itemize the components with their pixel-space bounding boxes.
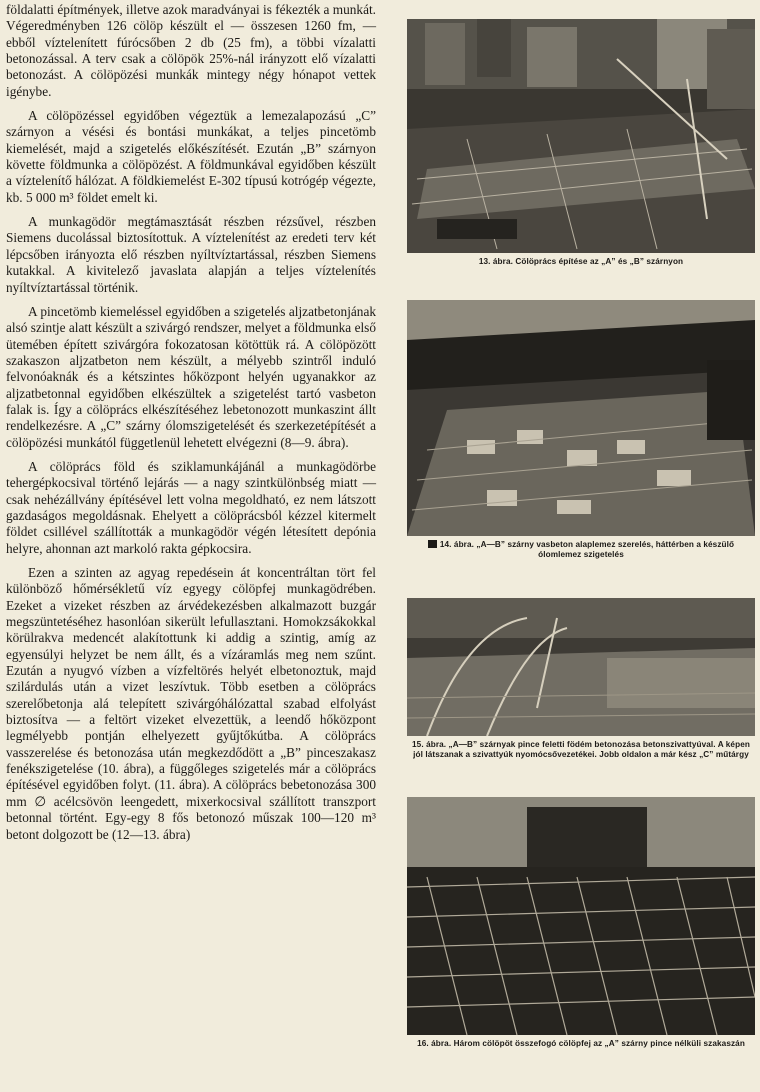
paragraph-2: A cölöpözéssel egyidőben végeztük a lemezalapozású „C” szárnyon a vésési és bontási munkákat, a teljes pincetömb kiemelését, majd a szigetelés előkészítését. Ezután „B” szárnyon követte földmunka a cölöpözést. A földmunkával egyidőben készült a víztelenítő hálózat. A földkiemelést E-302 típusú kotrógép végezte, kb. 5 000 m³ földet emelt ki. xyxy=(6,108,376,205)
photo-floor-concreting-pump xyxy=(407,598,755,736)
photo-foundation-slab-reinforcement xyxy=(407,300,755,536)
figure-16 xyxy=(407,797,755,1049)
paragraph-1: földalatti építmények, illetve azok maradványai is fékezték a munkát. Végeredményben 126 cölöp készült el — összesen 1260 fm, — ebből víztelenített fúrócsőben 2 db (25 fm), a többi vízalatti betonozással. A terv csak a cölöpök 25%-nál irányzott elő vízalatti betonozást. A cölöpözési munkák mintegy négy hónapot vettek igénybe. xyxy=(6,2,376,99)
figure-13 xyxy=(407,19,755,267)
figure-13-caption: 13. ábra. Cölöprács építése az „A” és „B” szárnyon xyxy=(478,257,684,266)
paragraph-4: A pincetömb kiemeléssel egyidőben a szigetelés aljzatbetonjának alsó szintje alatt készült a szivárgó rendszer, melyet a földmunka első ütemében épített szivárgóra fokozatosan kötöttük rá. A cölöpözött szakaszon aljzatbeton nem készült, a mélyebb szintről induló felvonóaknák és a kétszintes hőközpont helyén ugyanakkor az aljzatbetonnal egyidőben elkészültek a szigetelést tartó vasbeton falak is. Így a cölöprács elkészítéséhez lebetonozott munkaszint állt rendelkezésre. A „C” szárny ólomszigetelését és szerkezetépítését a cölöpözési munkától függetlenül lehetett elvégezni (8—9. ábra). xyxy=(6,303,376,450)
square-marker-icon xyxy=(428,540,437,548)
figure-16-caption: 16. ábra. Három cölöpöt összefogó cölöpfej az „A” szárny pince nélküli szakaszán xyxy=(417,1039,745,1048)
paragraph-6: Ezen a szinten az agyag repedésein át koncentráltan tört fel különböző hőmérsékletű víz egyegy cölöpfej munkagödrében. Ezeket a vizeket részben az árvédekezésben alkalmazott buzgár megszüntetéséhez hasonlóan sikerült lefullasztani. Homokzsákokkal körülrakva medencét alakítottunk ki addig a szintig, amíg az egyensúlyi helyzet be nem állt, és a vízáramlás meg nem szűnt. Ezután a nyugvó vízben a vízfeltörés helyét elbetonoztuk, majd szilárdulás után a vizet leszívtuk. Több esetben a cölöprács szerelőbetonja alá telepített szivárgóhálózattal szabad elfolyást biztosítva — a feltört vizeket elvezettük, a leendő hőközpont legmélyebb pontján elhelyezett gyűjtőkútba. A cölöprács vasszerelése és betonozása után megkezdődött a „B” pinceszakasz fenékszigetelése (10. ábra), a függőleges szigetelés már a cölöprács építésével egyidőben folyt. (11. ábra). A cölöprács bebetonozása 300 mm ∅ acélcsövön leengedett, mixerkocsival szállított transzport betonnal történt. Egy-egy 8 fős betonozó műszak 100—120 m³ betont dolgozott be (12—13. ábra) xyxy=(6,565,376,842)
paragraph-5: A cölöprács föld és sziklamunkájánál a munkagödörbe tehergépkocsival történő lejárás — a nagy szintkülönbség miatt — csak nehézállvány építésével lett volna megoldható, ez nem látszott gazdaságos megoldásnak. Ehelyett a cölöprácsból kézzel kitermelt földet csillével szállították a munkagödör végén létesített depónia helyre, ahonnan azt markoló rakta gépkocsira. xyxy=(6,458,376,556)
figure-15-caption: 15. ábra. „A—B” szárnyak pince feletti födém betonozása betonszivattyúval. A képen jól látszanak a szivattyúk nyomócsővezetékei. Jobb oldalon a már kész „C” műtárgy xyxy=(412,740,750,759)
paragraph-3: A munkagödör megtámasztását részben rézsűvel, részben Siemens ducolással biztosítottuk. A víztelenítést az eredeti terv két lépcsőben irányozta elő részben nyíltvíztartással, részben Siemens kutakkal. A kivitelező javaslata alapján a teljes víztelenítés nyíltvíztartással történik. xyxy=(6,214,376,295)
photo-pile-cap-reinforcement xyxy=(407,797,755,1035)
figure-14 xyxy=(407,300,755,560)
photo-pile-grid-construction xyxy=(407,19,755,253)
article-body xyxy=(6,2,376,843)
figure-14-caption: 14. ábra. „A—B” szárny vasbeton alaplemez szerelés, háttérben a készülő ólomlemez szigetelés xyxy=(407,540,755,560)
figure-15 xyxy=(407,598,755,760)
